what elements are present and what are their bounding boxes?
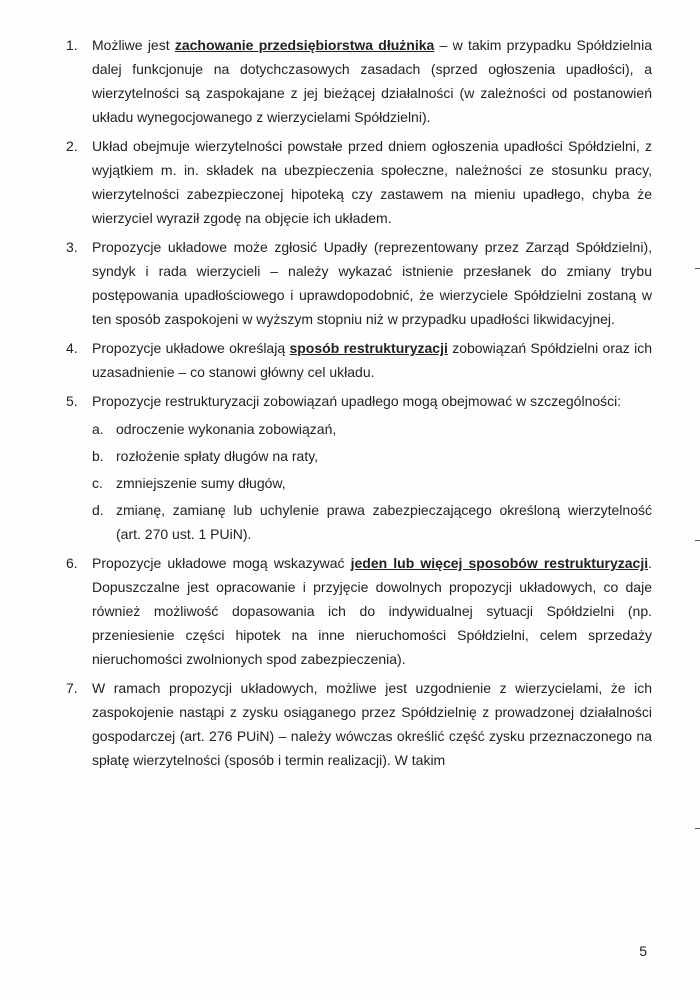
- numbered-list: [66, 33, 652, 777]
- item-text: – w takim przypadku Spółdzielnia dalej funkcjonuje na dotychczasowych zasadach (sprzed ogłoszenia upadłości), a wierzytelności są zaspokajane z jej bieżącej działalności (w zależności od postanowień układu wynegocjowanego z wierzycielami Spółdzielni).: [92, 37, 652, 125]
- item-number: 6.: [66, 555, 78, 571]
- item-text: zobowiązań Spółdzielni oraz ich uzasadnienie – co stanowi główny cel układu.: [92, 340, 653, 380]
- sub-item-text: zmniejszenie sumy długów,: [116, 475, 286, 491]
- item-text: Propozycje układowe określają: [92, 340, 290, 356]
- list-item-7: [66, 676, 652, 772]
- sub-item-label: c.: [92, 475, 103, 491]
- sub-item-a: [92, 417, 652, 441]
- item-text: Możliwe jest: [92, 37, 175, 53]
- item-text: Propozycje układowe może zgłosić Upadły (reprezentowany przez Zarząd Spółdzielni), syndyk i rada wierzycieli – należy wykazać istnienie przesłanek do zmiany trybu postępowania upadłościowego i uprawdopodobnić, że wierzyciele Spółdzielni zostaną w ten sposób zaspokojeni w wyższym stopniu niż w przypadku upadłości likwidacyjnej.: [92, 239, 652, 327]
- sub-item-text: odroczenie wykonania zobowiązań,: [116, 421, 337, 437]
- item-text: Propozycje restrukturyzacji zobowiązań upadłego mogą obejmować w szczególności:: [92, 393, 622, 409]
- sub-item-c: [92, 471, 652, 495]
- emphasized-text: zachowanie przedsiębiorstwa dłużnika: [174, 37, 435, 53]
- page-number: 5: [639, 943, 647, 959]
- item-text: Propozycje układowe mogą wskazywać: [92, 555, 351, 571]
- list-item-6: [66, 551, 652, 671]
- scan-mark: [695, 268, 700, 269]
- item-number: 5.: [66, 393, 78, 409]
- emphasized-text: jeden lub więcej sposobów restrukturyzacji: [350, 555, 649, 571]
- list-item-3: [66, 235, 652, 331]
- sub-item-label: a.: [92, 421, 104, 437]
- sub-item-text: rozłożenie spłaty długów na raty,: [116, 448, 319, 464]
- sub-item-label: d.: [92, 502, 104, 518]
- list-item-1: [66, 33, 652, 129]
- item-text: Układ obejmuje wierzytelności powstałe przed dniem ogłoszenia upadłości Spółdzielni, z wyjątkiem m. in. składek na ubezpieczenia społeczne, należności ze stosunku pracy, wierzytelności zabezpieczonej hipoteką czy zastawem na mieniu upadłego, chyba że wierzyciel wyraził zgodę na objęcie ich układem.: [92, 138, 652, 226]
- scan-mark: [695, 540, 700, 541]
- sub-item-d: [92, 498, 652, 546]
- item-text: W ramach propozycji układowych, możliwe jest uzgodnienie z wierzycielami, że ich zaspokojenie nastąpi z zysku osiąganego przez Spółdzielnię z prowadzonej działalności gospodarczej (art. 276 PUiN) – należy wówczas określić część zysku przeznaczonego na spłatę wierzytelności (sposób i termin realizacji). W takim: [92, 680, 652, 768]
- item-number: 7.: [66, 680, 78, 696]
- item-number: 3.: [66, 239, 78, 255]
- item-number: 1.: [66, 37, 78, 53]
- item-number: 2.: [66, 138, 78, 154]
- sub-item-b: [92, 444, 652, 468]
- sub-item-text: zmianę, zamianę lub uchylenie prawa zabezpieczającego określoną wierzytelność (art. 270 ust. 1 PUiN).: [116, 502, 652, 542]
- list-item-4: [66, 336, 652, 384]
- emphasized-text: sposób restrukturyzacji: [289, 340, 448, 356]
- sub-item-label: b.: [92, 448, 104, 464]
- list-item-5: [66, 389, 652, 546]
- sub-list: [92, 417, 652, 546]
- scan-mark: [695, 828, 700, 829]
- item-number: 4.: [66, 340, 78, 356]
- item-text: . Dopuszczalne jest opracowanie i przyjęcie dowolnych propozycji układowych, co daje również możliwość dopasowania ich do indywidualnej sytuacji Spółdzielni (np. przeniesienie części hipotek na inne nieruchomości Spółdzielni, celem sprzedaży nieruchomości zwolnionych spod zabezpieczenia).: [92, 555, 652, 667]
- list-item-2: [66, 134, 652, 230]
